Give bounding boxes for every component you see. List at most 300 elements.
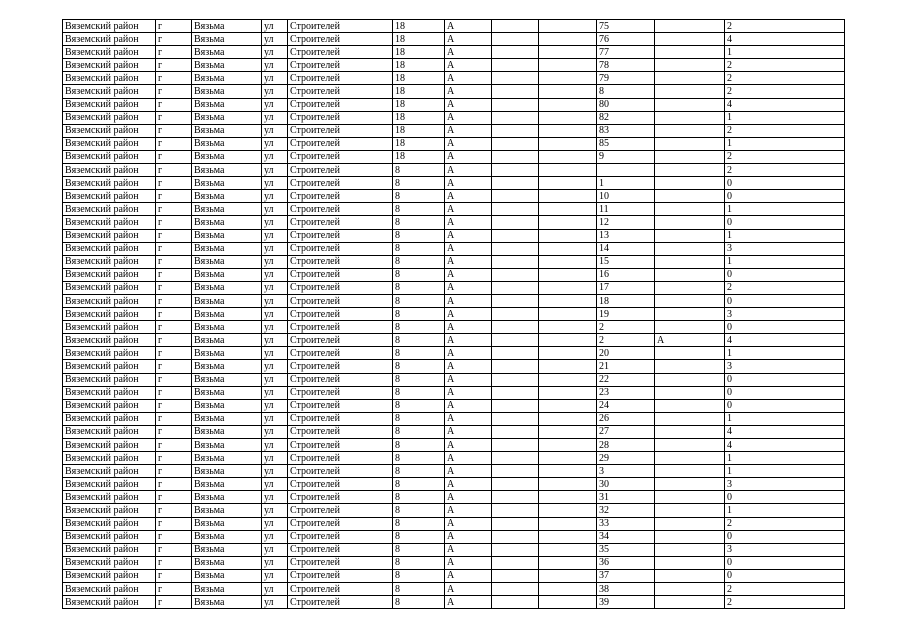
building-cell — [492, 281, 539, 294]
settlement-type-cell: г — [156, 569, 192, 582]
building-cell — [492, 452, 539, 465]
structure-cell — [539, 268, 597, 281]
house-letter-cell: А — [445, 425, 492, 438]
structure-cell — [539, 321, 597, 334]
table-row — [63, 229, 845, 242]
building-cell — [492, 229, 539, 242]
apartment-number-cell: 32 — [597, 504, 655, 517]
house-number-cell: 8 — [393, 268, 445, 281]
apartment-letter-cell — [655, 268, 725, 281]
house-number-cell: 18 — [393, 137, 445, 150]
count-cell: 0 — [725, 556, 845, 569]
settlement-type-cell: г — [156, 72, 192, 85]
house-letter-cell: А — [445, 150, 492, 163]
settlement-cell: Вязьма — [192, 399, 262, 412]
building-cell — [492, 334, 539, 347]
house-letter-cell: А — [445, 491, 492, 504]
count-cell: 0 — [725, 321, 845, 334]
building-cell — [492, 543, 539, 556]
structure-cell — [539, 439, 597, 452]
house-number-cell: 8 — [393, 321, 445, 334]
house-letter-cell: А — [445, 347, 492, 360]
house-letter-cell: А — [445, 216, 492, 229]
street-type-cell: ул — [262, 465, 288, 478]
table-row — [63, 85, 845, 98]
apartment-number-cell: 31 — [597, 491, 655, 504]
street-type-cell: ул — [262, 203, 288, 216]
count-cell: 2 — [725, 59, 845, 72]
building-cell — [492, 530, 539, 543]
count-cell: 0 — [725, 216, 845, 229]
house-letter-cell: А — [445, 124, 492, 137]
house-letter-cell: А — [445, 203, 492, 216]
settlement-cell: Вязьма — [192, 242, 262, 255]
district-cell: Вяземский район — [63, 281, 156, 294]
count-cell: 3 — [725, 360, 845, 373]
structure-cell — [539, 491, 597, 504]
apartment-letter-cell — [655, 164, 725, 177]
address-table-body — [63, 20, 845, 609]
table-row — [63, 478, 845, 491]
building-cell — [492, 386, 539, 399]
house-number-cell: 8 — [393, 334, 445, 347]
house-number-cell: 8 — [393, 190, 445, 203]
street-type-cell: ул — [262, 425, 288, 438]
house-letter-cell: А — [445, 268, 492, 281]
table-row — [63, 517, 845, 530]
settlement-type-cell: г — [156, 334, 192, 347]
building-cell — [492, 517, 539, 530]
structure-cell — [539, 465, 597, 478]
apartment-letter-cell — [655, 373, 725, 386]
district-cell: Вяземский район — [63, 46, 156, 59]
district-cell: Вяземский район — [63, 569, 156, 582]
settlement-cell: Вязьма — [192, 164, 262, 177]
street-cell: Строителей — [288, 334, 393, 347]
house-number-cell: 8 — [393, 504, 445, 517]
house-letter-cell: А — [445, 412, 492, 425]
apartment-number-cell: 38 — [597, 583, 655, 596]
street-cell: Строителей — [288, 46, 393, 59]
settlement-cell: Вязьма — [192, 373, 262, 386]
settlement-type-cell: г — [156, 255, 192, 268]
district-cell: Вяземский район — [63, 596, 156, 609]
street-type-cell: ул — [262, 347, 288, 360]
settlement-cell: Вязьма — [192, 517, 262, 530]
district-cell: Вяземский район — [63, 59, 156, 72]
house-number-cell: 8 — [393, 255, 445, 268]
street-cell: Строителей — [288, 347, 393, 360]
table-row — [63, 46, 845, 59]
apartment-letter-cell — [655, 294, 725, 307]
settlement-cell: Вязьма — [192, 452, 262, 465]
apartment-number-cell: 3 — [597, 465, 655, 478]
building-cell — [492, 294, 539, 307]
building-cell — [492, 373, 539, 386]
building-cell — [492, 177, 539, 190]
table-row — [63, 137, 845, 150]
street-type-cell: ул — [262, 569, 288, 582]
house-letter-cell: А — [445, 321, 492, 334]
house-number-cell: 8 — [393, 556, 445, 569]
count-cell: 2 — [725, 85, 845, 98]
apartment-number-cell: 10 — [597, 190, 655, 203]
building-cell — [492, 216, 539, 229]
street-cell: Строителей — [288, 517, 393, 530]
apartment-number-cell: 12 — [597, 216, 655, 229]
settlement-type-cell: г — [156, 373, 192, 386]
settlement-type-cell: г — [156, 268, 192, 281]
settlement-type-cell: г — [156, 308, 192, 321]
structure-cell — [539, 452, 597, 465]
count-cell: 2 — [725, 281, 845, 294]
count-cell: 2 — [725, 596, 845, 609]
street-type-cell: ул — [262, 150, 288, 163]
street-type-cell: ул — [262, 412, 288, 425]
street-cell: Строителей — [288, 229, 393, 242]
settlement-type-cell: г — [156, 281, 192, 294]
count-cell: 3 — [725, 242, 845, 255]
apartment-number-cell: 35 — [597, 543, 655, 556]
apartment-letter-cell — [655, 596, 725, 609]
apartment-letter-cell — [655, 452, 725, 465]
structure-cell — [539, 347, 597, 360]
settlement-type-cell: г — [156, 177, 192, 190]
apartment-letter-cell — [655, 190, 725, 203]
district-cell: Вяземский район — [63, 439, 156, 452]
building-cell — [492, 268, 539, 281]
district-cell: Вяземский район — [63, 347, 156, 360]
settlement-type-cell: г — [156, 399, 192, 412]
street-type-cell: ул — [262, 59, 288, 72]
settlement-cell: Вязьма — [192, 334, 262, 347]
house-letter-cell: А — [445, 517, 492, 530]
apartment-number-cell: 37 — [597, 569, 655, 582]
table-row — [63, 164, 845, 177]
structure-cell — [539, 33, 597, 46]
street-cell: Строителей — [288, 583, 393, 596]
settlement-cell: Вязьма — [192, 281, 262, 294]
street-type-cell: ул — [262, 190, 288, 203]
district-cell: Вяземский район — [63, 294, 156, 307]
table-row — [63, 360, 845, 373]
district-cell: Вяземский район — [63, 98, 156, 111]
house-letter-cell: А — [445, 20, 492, 33]
count-cell: 1 — [725, 229, 845, 242]
apartment-number-cell: 28 — [597, 439, 655, 452]
table-row — [63, 294, 845, 307]
table-row — [63, 190, 845, 203]
structure-cell — [539, 294, 597, 307]
apartment-letter-cell — [655, 504, 725, 517]
building-cell — [492, 137, 539, 150]
structure-cell — [539, 596, 597, 609]
settlement-cell: Вязьма — [192, 491, 262, 504]
settlement-cell: Вязьма — [192, 294, 262, 307]
street-type-cell: ул — [262, 111, 288, 124]
house-number-cell: 8 — [393, 177, 445, 190]
district-cell: Вяземский район — [63, 164, 156, 177]
building-cell — [492, 569, 539, 582]
apartment-letter-cell — [655, 399, 725, 412]
district-cell: Вяземский район — [63, 242, 156, 255]
count-cell: 3 — [725, 308, 845, 321]
house-number-cell: 8 — [393, 360, 445, 373]
apartment-letter-cell — [655, 59, 725, 72]
street-cell: Строителей — [288, 150, 393, 163]
building-cell — [492, 33, 539, 46]
settlement-cell: Вязьма — [192, 425, 262, 438]
district-cell: Вяземский район — [63, 124, 156, 137]
settlement-type-cell: г — [156, 543, 192, 556]
count-cell: 0 — [725, 190, 845, 203]
settlement-cell: Вязьма — [192, 308, 262, 321]
street-type-cell: ул — [262, 46, 288, 59]
table-row — [63, 111, 845, 124]
apartment-letter-cell — [655, 308, 725, 321]
settlement-type-cell: г — [156, 439, 192, 452]
apartment-number-cell: 16 — [597, 268, 655, 281]
apartment-letter-cell — [655, 491, 725, 504]
table-row — [63, 216, 845, 229]
district-cell: Вяземский район — [63, 556, 156, 569]
count-cell: 1 — [725, 465, 845, 478]
building-cell — [492, 111, 539, 124]
table-row — [63, 98, 845, 111]
street-type-cell: ул — [262, 308, 288, 321]
apartment-letter-cell — [655, 386, 725, 399]
street-cell: Строителей — [288, 399, 393, 412]
house-letter-cell: А — [445, 294, 492, 307]
structure-cell — [539, 164, 597, 177]
count-cell: 1 — [725, 137, 845, 150]
table-row — [63, 334, 845, 347]
settlement-cell: Вязьма — [192, 321, 262, 334]
house-number-cell: 8 — [393, 439, 445, 452]
table-row — [63, 412, 845, 425]
street-type-cell: ул — [262, 478, 288, 491]
count-cell: 2 — [725, 164, 845, 177]
apartment-letter-cell — [655, 203, 725, 216]
apartment-letter-cell — [655, 177, 725, 190]
apartment-number-cell: 39 — [597, 596, 655, 609]
street-cell: Строителей — [288, 59, 393, 72]
street-type-cell: ул — [262, 439, 288, 452]
table-row — [63, 33, 845, 46]
settlement-cell: Вязьма — [192, 465, 262, 478]
settlement-cell: Вязьма — [192, 386, 262, 399]
count-cell: 0 — [725, 569, 845, 582]
apartment-number-cell: 13 — [597, 229, 655, 242]
apartment-number-cell: 1 — [597, 177, 655, 190]
apartment-letter-cell — [655, 347, 725, 360]
count-cell: 0 — [725, 373, 845, 386]
structure-cell — [539, 556, 597, 569]
settlement-type-cell: г — [156, 124, 192, 137]
house-number-cell: 8 — [393, 373, 445, 386]
count-cell: 3 — [725, 543, 845, 556]
street-cell: Строителей — [288, 543, 393, 556]
street-cell: Строителей — [288, 294, 393, 307]
apartment-number-cell — [597, 164, 655, 177]
building-cell — [492, 556, 539, 569]
table-row — [63, 72, 845, 85]
apartment-letter-cell — [655, 229, 725, 242]
table-row — [63, 281, 845, 294]
street-type-cell: ул — [262, 321, 288, 334]
address-table — [62, 19, 845, 609]
apartment-number-cell: 14 — [597, 242, 655, 255]
house-letter-cell: А — [445, 439, 492, 452]
settlement-cell: Вязьма — [192, 229, 262, 242]
table-row — [63, 530, 845, 543]
apartment-letter-cell — [655, 321, 725, 334]
settlement-cell: Вязьма — [192, 72, 262, 85]
settlement-cell: Вязьма — [192, 478, 262, 491]
building-cell — [492, 321, 539, 334]
street-type-cell: ул — [262, 137, 288, 150]
house-number-cell: 18 — [393, 111, 445, 124]
house-number-cell: 8 — [393, 543, 445, 556]
apartment-letter-cell — [655, 425, 725, 438]
street-type-cell: ул — [262, 517, 288, 530]
district-cell: Вяземский район — [63, 229, 156, 242]
table-row — [63, 255, 845, 268]
building-cell — [492, 504, 539, 517]
street-cell: Строителей — [288, 20, 393, 33]
structure-cell — [539, 203, 597, 216]
house-letter-cell: А — [445, 72, 492, 85]
building-cell — [492, 439, 539, 452]
house-letter-cell: А — [445, 46, 492, 59]
table-row — [63, 150, 845, 163]
street-type-cell: ул — [262, 177, 288, 190]
street-cell: Строителей — [288, 478, 393, 491]
apartment-letter-cell — [655, 556, 725, 569]
settlement-type-cell: г — [156, 360, 192, 373]
apartment-number-cell: 80 — [597, 98, 655, 111]
house-letter-cell: А — [445, 543, 492, 556]
settlement-cell: Вязьма — [192, 583, 262, 596]
street-cell: Строителей — [288, 439, 393, 452]
count-cell: 1 — [725, 46, 845, 59]
settlement-cell: Вязьма — [192, 569, 262, 582]
house-letter-cell: А — [445, 255, 492, 268]
settlement-type-cell: г — [156, 321, 192, 334]
count-cell: 2 — [725, 20, 845, 33]
apartment-letter-cell — [655, 124, 725, 137]
district-cell: Вяземский район — [63, 517, 156, 530]
house-number-cell: 18 — [393, 124, 445, 137]
settlement-cell: Вязьма — [192, 137, 262, 150]
house-letter-cell: А — [445, 386, 492, 399]
apartment-number-cell: 36 — [597, 556, 655, 569]
apartment-number-cell: 77 — [597, 46, 655, 59]
district-cell: Вяземский район — [63, 20, 156, 33]
count-cell: 1 — [725, 452, 845, 465]
structure-cell — [539, 386, 597, 399]
apartment-number-cell: 79 — [597, 72, 655, 85]
settlement-cell: Вязьма — [192, 85, 262, 98]
district-cell: Вяземский район — [63, 583, 156, 596]
settlement-type-cell: г — [156, 190, 192, 203]
structure-cell — [539, 98, 597, 111]
count-cell: 1 — [725, 347, 845, 360]
count-cell: 0 — [725, 491, 845, 504]
settlement-cell: Вязьма — [192, 530, 262, 543]
building-cell — [492, 98, 539, 111]
house-letter-cell: А — [445, 504, 492, 517]
apartment-number-cell: 27 — [597, 425, 655, 438]
house-number-cell: 8 — [393, 491, 445, 504]
apartment-letter-cell — [655, 72, 725, 85]
house-letter-cell: А — [445, 190, 492, 203]
apartment-number-cell: 24 — [597, 399, 655, 412]
apartment-letter-cell — [655, 255, 725, 268]
apartment-number-cell: 2 — [597, 334, 655, 347]
apartment-letter-cell — [655, 20, 725, 33]
building-cell — [492, 124, 539, 137]
apartment-number-cell: 75 — [597, 20, 655, 33]
count-cell: 1 — [725, 412, 845, 425]
table-row — [63, 399, 845, 412]
apartment-number-cell: 29 — [597, 452, 655, 465]
street-type-cell: ул — [262, 452, 288, 465]
house-letter-cell: А — [445, 281, 492, 294]
apartment-number-cell: 22 — [597, 373, 655, 386]
apartment-number-cell: 76 — [597, 33, 655, 46]
street-type-cell: ул — [262, 556, 288, 569]
table-row — [63, 177, 845, 190]
street-cell: Строителей — [288, 203, 393, 216]
house-number-cell: 18 — [393, 150, 445, 163]
street-type-cell: ул — [262, 85, 288, 98]
house-number-cell: 18 — [393, 59, 445, 72]
house-letter-cell: А — [445, 242, 492, 255]
apartment-letter-cell — [655, 242, 725, 255]
street-type-cell: ул — [262, 583, 288, 596]
table-row — [63, 59, 845, 72]
settlement-type-cell: г — [156, 386, 192, 399]
apartment-number-cell: 33 — [597, 517, 655, 530]
settlement-cell: Вязьма — [192, 556, 262, 569]
settlement-type-cell: г — [156, 59, 192, 72]
house-number-cell: 8 — [393, 242, 445, 255]
house-number-cell: 8 — [393, 164, 445, 177]
settlement-type-cell: г — [156, 294, 192, 307]
structure-cell — [539, 425, 597, 438]
street-cell: Строителей — [288, 268, 393, 281]
street-cell: Строителей — [288, 386, 393, 399]
structure-cell — [539, 190, 597, 203]
district-cell: Вяземский район — [63, 478, 156, 491]
district-cell: Вяземский район — [63, 190, 156, 203]
district-cell: Вяземский район — [63, 255, 156, 268]
table-row — [63, 268, 845, 281]
apartment-letter-cell — [655, 465, 725, 478]
settlement-type-cell: г — [156, 229, 192, 242]
count-cell: 4 — [725, 439, 845, 452]
structure-cell — [539, 216, 597, 229]
settlement-type-cell: г — [156, 46, 192, 59]
street-type-cell: ул — [262, 543, 288, 556]
settlement-cell: Вязьма — [192, 543, 262, 556]
street-cell: Строителей — [288, 216, 393, 229]
street-cell: Строителей — [288, 491, 393, 504]
district-cell: Вяземский район — [63, 150, 156, 163]
house-letter-cell: А — [445, 98, 492, 111]
table-row — [63, 347, 845, 360]
